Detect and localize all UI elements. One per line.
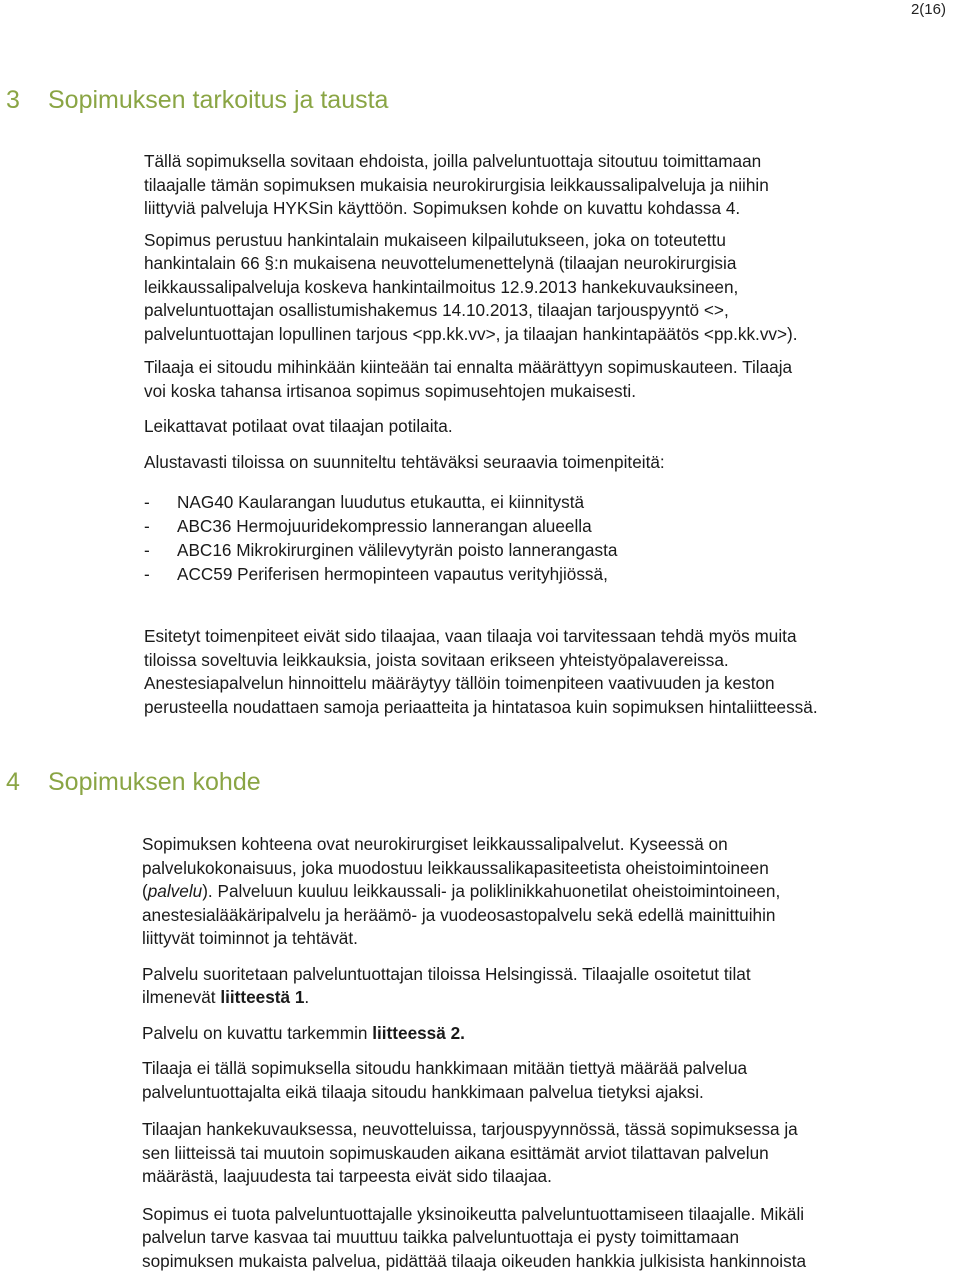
text-line: palveluntuottajalta eikä tilaaja sitoudu hankkimaan palvelua tietyksi ajaksi.: [142, 1081, 704, 1102]
text-line: Sopimus ei tuota palveluntuottajalle yksinoikeutta palveluntuottamiseen tilaajalle. Mikäli: [142, 1203, 805, 1224]
text-line: liittyviä palveluja HYKSin käyttöön. Sopimuksen kohde on kuvattu kohdassa 4.: [144, 198, 741, 218]
list-item: [144, 538, 960, 562]
bullet-marker: -: [144, 564, 150, 584]
list-item-text: ACC59 Periferisen hermopinteen vapautus verityhjiössä,: [177, 564, 608, 584]
text-span: ilmenevät: [142, 987, 221, 1007]
section-4-heading: [6, 768, 261, 797]
text-line: sen liitteissä tai muutoin sopimuskauden aikana esittämät arviot tilattavan palvelun: [142, 1142, 769, 1163]
text-line: Anestesiapalvelun hinnoittelu määräytyy tällöin toimenpiteen vaativuuden ja keston: [144, 673, 775, 693]
paragraph-procedures-intro: Alustavasti tiloissa on suunniteltu tehtäväksi seuraavia toimenpiteitä:: [144, 451, 665, 472]
section-4-number: 4: [6, 768, 20, 796]
attachment-2-reference: liitteessä 2.: [372, 1022, 465, 1043]
text-line: anestesialääkäripalvelu ja heräämö- ja vuodeosastopalvelu sekä edellä mainittuihin: [142, 904, 776, 925]
text-line: Esitetyt toimenpiteet eivät sido tilaajaa, vaan tilaaja voi tarvitessaan tehdä myös muita: [144, 626, 797, 646]
paragraph-other-procedures: [144, 625, 960, 719]
bullet-marker: -: [144, 540, 150, 560]
section-3-body: [144, 150, 960, 719]
text-line: [142, 880, 960, 904]
paragraph-basis: [144, 229, 960, 347]
list-item-text: ABC36 Hermojuuridekompressio lannerangan alueella: [177, 516, 592, 536]
text-line: Tilaajan hankekuvauksessa, neuvotteluissa, tarjouspyynnössä, tässä sopimuksessa ja: [142, 1119, 798, 1139]
attachment-1-reference: liitteestä 1: [220, 987, 305, 1007]
text-line: voi koska tahansa irtisanoa sopimus sopimusehtojen mukaisesti.: [144, 380, 637, 401]
section-3-heading: [6, 86, 388, 115]
list-item-text: ABC16 Mikrokirurginen välilevytyrän poisto lannerangasta: [177, 540, 618, 560]
list-item: [144, 490, 960, 514]
list-item-text: NAG40 Kaularangan luudutus etukautta, ei kiinnitystä: [177, 492, 585, 512]
paragraph-estimates: [142, 1118, 960, 1189]
text-line: Sopimus perustuu hankintalain mukaiseen kilpailutukseen, joka on toteutettu: [144, 229, 726, 250]
text-line: hankintalain 66 §:n mukaisena neuvottelumenettelynä (tilaajan neurokirurgisia: [144, 253, 737, 273]
text-line: Palvelu suoritetaan palveluntuottajan tiloissa Helsingissä. Tilaajalle osoitetut tilat: [142, 963, 751, 984]
text-span: ). Palveluun kuuluu leikkaussali- ja poliklinikkahuonetilat oheistoimintoineen,: [202, 881, 781, 901]
section-4-title: Sopimuksen kohde: [48, 768, 261, 796]
paragraph-exclusivity: [142, 1203, 960, 1274]
text-line: [142, 986, 960, 1010]
text-line: leikkaussalipalveluja koskeva hankintailmoitus 12.9.2013 hankekuvauksineen,: [144, 276, 739, 297]
text-span: .: [304, 987, 310, 1007]
bullet-marker: -: [144, 492, 150, 512]
text-line: Sopimuksen kohteena ovat neurokirurgiset leikkaussalipalvelut. Kyseessä on: [142, 834, 728, 854]
text-line: palveluntuottajan osallistumishakemus 14.10.2013, tilaajan tarjouspyyntö <>,: [144, 300, 729, 320]
text-line: sopimuksen mukaista palvelua, pidättää tilaaja oikeuden hankkia julkisista hankinnoista: [142, 1250, 807, 1271]
text-span: Palvelu on kuvattu tarkemmin: [142, 1022, 373, 1043]
paragraph-patients: Leikattavat potilaat ovat tilaajan potilaita.: [144, 416, 453, 436]
term-palvelu: palvelu: [147, 881, 203, 901]
text-line: määrästä, laajuudesta tai tarpeesta eivät sido tilaajaa.: [142, 1166, 552, 1186]
section-3-title: Sopimuksen tarkoitus ja tausta: [48, 86, 389, 114]
text-line: Tällä sopimuksella sovitaan ehdoista, joilla palveluntuottaja sitoutuu toimittamaan: [144, 151, 762, 171]
paragraph-purpose: [144, 150, 960, 221]
page-number: 2(16): [910, 1, 946, 18]
text-line: palvelun tarve kasvaa tai muuttuu taikka palveluntuottaja ei pysty toimittamaan: [142, 1227, 740, 1247]
text-line: Tilaaja ei sitoudu mihinkään kiinteään tai ennalta määrättyyn sopimuskauteen. Tilaaja: [144, 357, 793, 377]
text-line: tilaajalle tämän sopimuksen mukaisia neurokirurgisia leikkaussalipalveluja ja niihin: [144, 174, 769, 195]
text-line: palveluntuottajan lopullinen tarjous <pp.kk.vv>, ja tilaajan hankintapäätös <pp.kk.vv>).: [144, 323, 798, 344]
list-item: [144, 514, 960, 538]
list-item: [144, 562, 960, 586]
paren-open: (: [142, 881, 148, 901]
section-3-number: 3: [6, 86, 20, 114]
section-4-body: [142, 833, 960, 1273]
text-line: perusteella noudattaen samoja periaatteita ja hintatasoa kuin sopimuksen hintaliitteessä.: [144, 696, 818, 717]
paragraph-location: [142, 963, 960, 1010]
text-line: liittyvät toiminnot ja tehtävät.: [142, 928, 358, 948]
bullet-marker: -: [144, 516, 150, 536]
text-line: Tilaaja ei tällä sopimuksella sitoudu hankkimaan mitään tiettyä määrää palvelua: [142, 1058, 748, 1078]
text-line: palvelukokonaisuus, joka muodostuu leikkaussalikapasiteetista oheistoimintoineen: [142, 857, 769, 878]
text-line: tiloissa soveltuvia leikkauksia, joista sovitaan erikseen yhteistyöpalavereissa.: [144, 649, 729, 670]
paragraph-no-commitment: [142, 1057, 960, 1104]
paragraph-description: [142, 1022, 960, 1046]
procedure-list: [144, 490, 960, 586]
paragraph-term: [144, 356, 960, 403]
paragraph-subject: [142, 833, 960, 951]
